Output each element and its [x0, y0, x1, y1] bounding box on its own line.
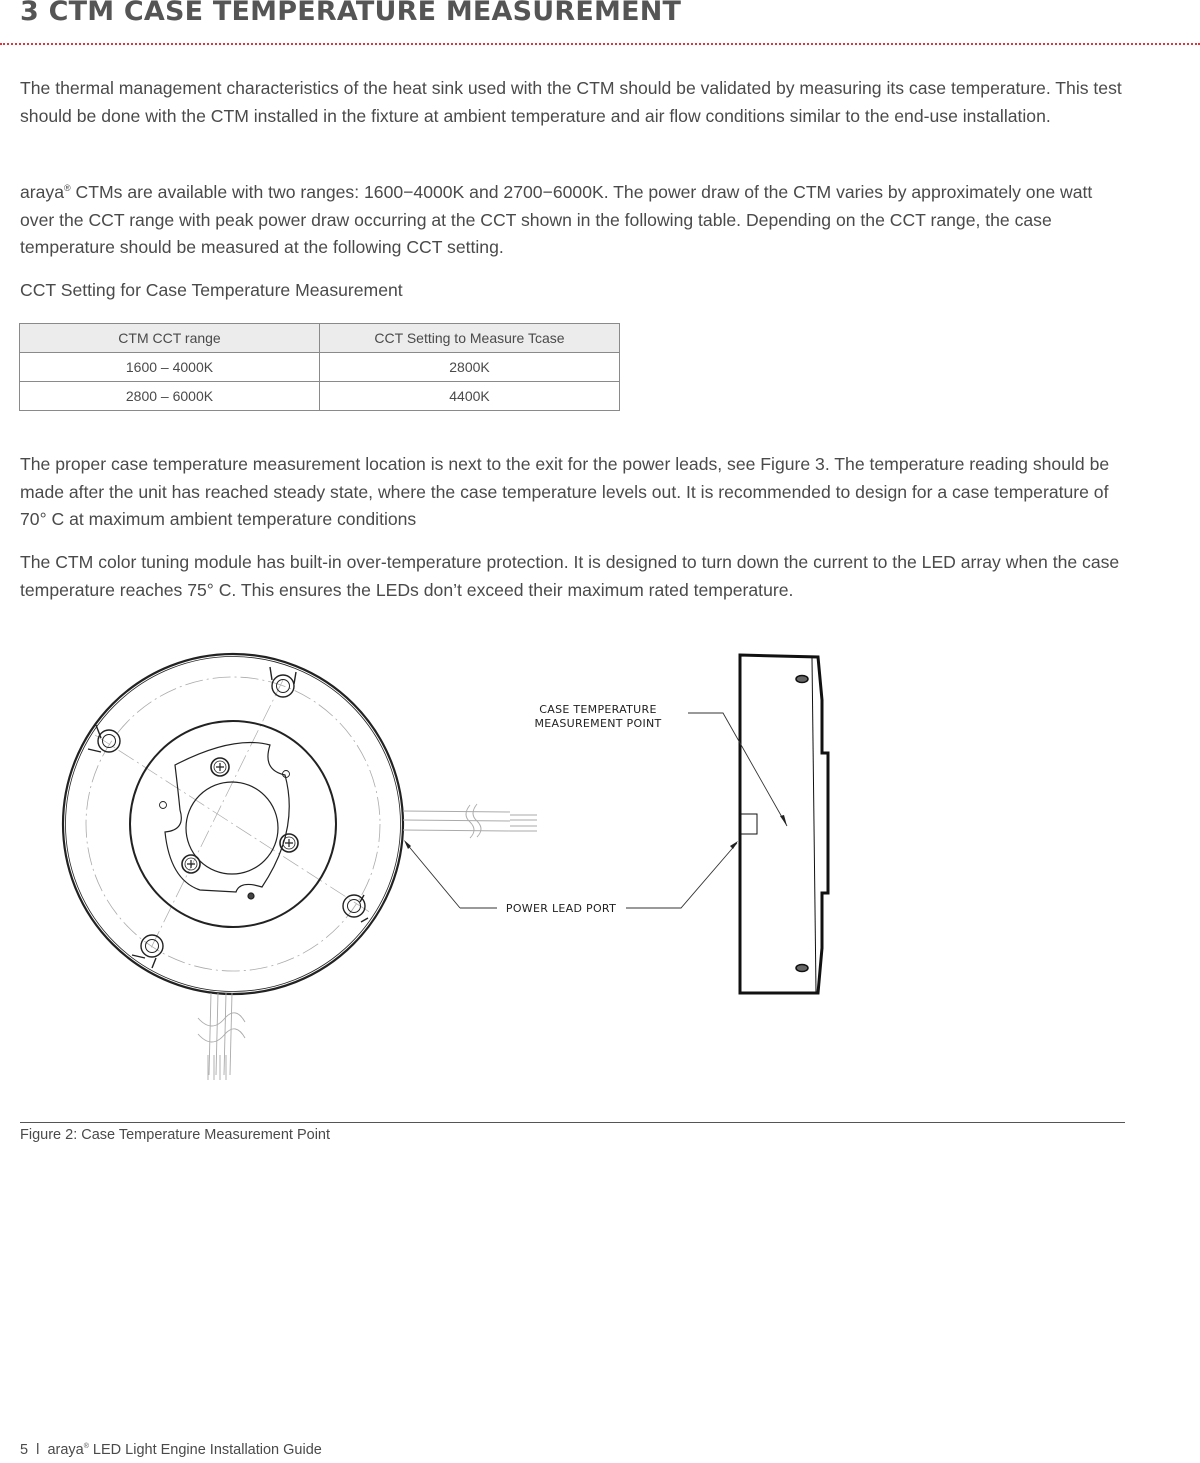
cct-setting-table — [19, 323, 620, 411]
brand-name: araya — [20, 182, 65, 202]
footer-registered-mark: ® — [83, 1443, 89, 1450]
table-cell: 2800 – 6000K — [20, 382, 320, 411]
label-power-lead-port: POWER LEAD PORT — [505, 902, 617, 915]
label-measurement-point: MEASUREMENT POINT — [534, 717, 662, 730]
paragraph-ranges-text: CTMs are available with two ranges: 1600−4000K and 2700−6000K. The power draw of the CTM varies by approximately one watt over the CCT range with peak power draw occurring at the CCT shown in the following table. Depending on the CCT range, the case temperature should be measured at the following CCT setting. — [20, 182, 1093, 257]
callout-leaders — [406, 713, 787, 908]
power-leads-bottom — [198, 993, 245, 1080]
footer-separator: l — [36, 1442, 40, 1458]
label-case-temperature: CASE TEMPERATURE — [539, 703, 657, 716]
section-heading: 3 CTM CASE TEMPERATURE MEASUREMENT — [20, 0, 682, 27]
paragraph-measurement-location: The proper case temperature measurement location is next to the exit for the power leads, see Figure 3. The temperature reading should be made after the unit has reached steady state, where the case temperature levels out. It is recommended to design for a case temperature of 70° C at maximum ambient temperature conditions — [20, 454, 1110, 529]
footer-title: LED Light Engine Installation Guide — [88, 1442, 322, 1458]
dotted-divider — [0, 43, 1200, 45]
footer-brand: araya — [47, 1442, 84, 1458]
table-cell: 4400K — [320, 382, 620, 411]
table-header-row — [20, 324, 620, 353]
table-header-cell: CCT Setting to Measure Tcase — [320, 324, 620, 353]
table-header-cell: CTM CCT range — [20, 324, 320, 353]
arrowhead-icon — [730, 841, 738, 849]
paragraph-intro: The thermal management characteristics of the heat sink used with the CTM should be validated by measuring its case temperature. This test should be done with the CTM installed in the fixture at ambient temperature and air flow conditions similar to the end-use installation. — [20, 78, 1122, 126]
registered-mark: ® — [64, 183, 71, 193]
table-title: CCT Setting for Case Temperature Measurement — [20, 280, 403, 300]
page-number: 5 — [20, 1442, 29, 1458]
table-row — [20, 382, 620, 411]
paragraph-over-temp-protection: The CTM color tuning module has built-in over-temperature protection. It is designed to turn down the current to the LED array when the case temperature reaches 75° C. This ensures the LEDs don’t exceed their maximum rated temperature. — [20, 552, 1120, 600]
figure-caption-rule — [20, 1122, 1125, 1123]
figure-case-temperature-drawing — [0, 610, 1200, 1110]
page-footer — [20, 1442, 322, 1458]
figure-caption: Figure 2: Case Temperature Measurement Point — [20, 1127, 331, 1143]
power-leads-side — [403, 804, 537, 838]
table-cell: 1600 – 4000K — [20, 353, 320, 382]
ctm-side-view — [740, 655, 828, 993]
table-row — [20, 353, 620, 382]
ctm-top-view — [63, 654, 403, 994]
table-cell: 2800K — [320, 353, 620, 382]
paragraph-ranges — [20, 175, 1130, 262]
